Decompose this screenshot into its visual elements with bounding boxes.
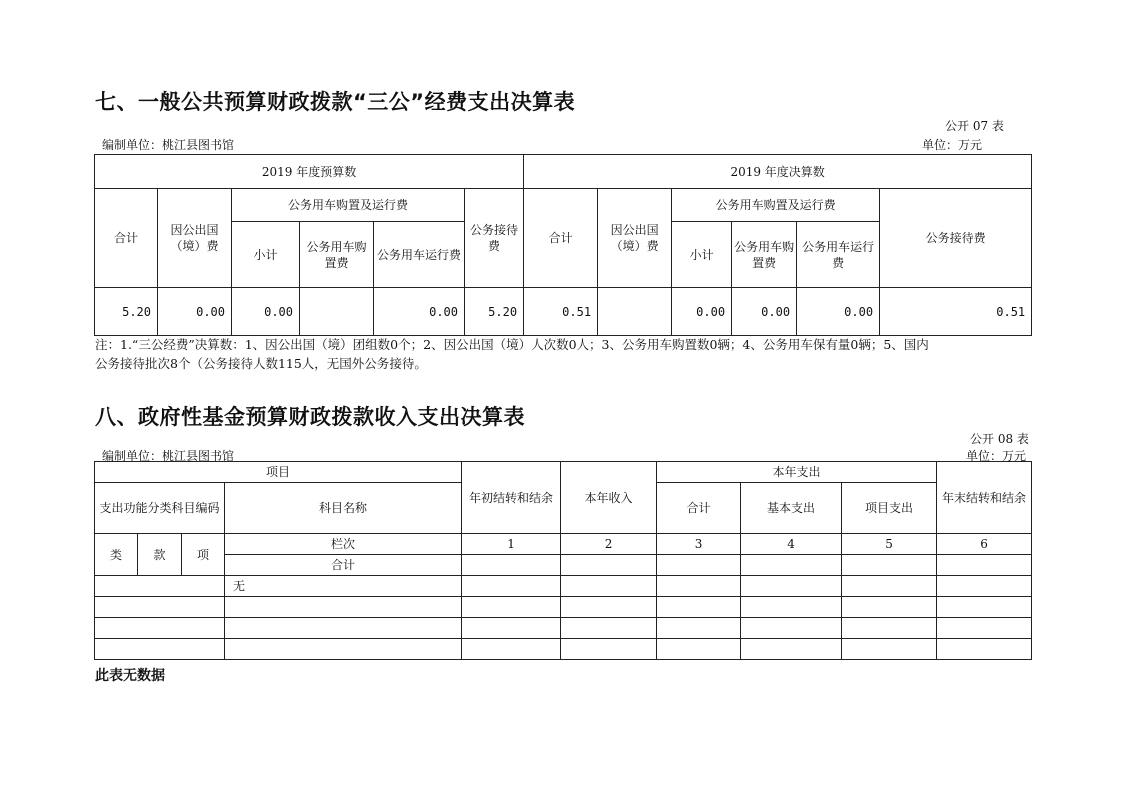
table-row [95,597,1032,618]
budget-subtotal-value: 0.00 [232,288,300,336]
budget-operation-header: 公务用车运行费 [374,222,465,288]
section8-form-no: 公开 08 表 [970,432,1029,446]
col-index-4: 4 [741,534,842,555]
section7-unit-org: 编制单位：桃江县图书馆 [102,138,235,152]
data-cell [462,576,561,597]
budget-purchase-value [300,288,374,336]
government-fund-table [94,461,1032,660]
col-index-3: 3 [657,534,741,555]
data-cell [225,597,462,618]
expense-basic-header: 基本支出 [741,483,842,534]
data-cell [561,639,657,660]
total-cell [462,555,561,576]
total-cell [741,555,842,576]
data-cell [937,618,1032,639]
total-cell [561,555,657,576]
actual-operation-header: 公务用车运行费 [797,222,880,288]
budget-abroad-header: 因公出国（境）费 [158,189,232,288]
data-cell [561,618,657,639]
first-row-name: 无 [225,576,462,597]
section7-title: 七、一般公共预算财政拨款“三公”经费支出决算表 [95,90,576,114]
budget-vehicle-group-header: 公务用车购置及运行费 [232,189,465,222]
three-public-expense-table [94,154,1032,336]
data-cell [741,618,842,639]
budget-abroad-value: 0.00 [158,288,232,336]
actual-total-header: 合计 [524,189,598,288]
section7-note-line1: 注：1.“三公经费”决算数：1、因公出国（境）团组数0个；2、因公出国（境）人次数0人；3、公务用车购置数0辆；4、公务用车保有量0辆；5、国内 [95,337,929,352]
actual-abroad-header: 因公出国（境）费 [598,189,672,288]
no-data-footer: 此表无数据 [95,668,165,684]
budget-reception-value: 5.20 [465,288,524,336]
table-row [95,639,1032,660]
actual-operation-value: 0.00 [797,288,880,336]
code-cell [95,576,225,597]
section8-title: 八、政府性基金预算财政拨款收入支出决算表 [95,405,525,429]
income-header: 本年收入 [561,462,657,534]
budget-subtotal-header: 小计 [232,222,300,288]
col-index-6: 6 [937,534,1032,555]
actual-purchase-header: 公务用车购置费 [732,222,797,288]
data-cell [225,618,462,639]
data-cell [462,639,561,660]
budget-operation-value: 0.00 [374,288,465,336]
data-cell [842,597,937,618]
data-cell [225,639,462,660]
data-cell [937,639,1032,660]
budget-total-header: 合计 [95,189,158,288]
budget-purchase-header: 公务用车购置费 [300,222,374,288]
col-index-2: 2 [561,534,657,555]
expense-project-header: 项目支出 [842,483,937,534]
actual-subtotal-header: 小计 [672,222,732,288]
data-cell [561,597,657,618]
closing-balance-header: 年末结转和结余 [937,462,1032,534]
col-index-1: 1 [462,534,561,555]
data-cell [741,576,842,597]
data-cell [842,576,937,597]
code-cell [95,618,225,639]
total-cell [657,555,741,576]
lei-header: 类 [95,534,138,576]
actual-group-header: 2019 年度决算数 [524,155,1032,189]
code-cell [95,597,225,618]
data-cell [462,597,561,618]
actual-reception-header: 公务接待费 [880,189,1032,288]
col-index-5: 5 [842,534,937,555]
function-code-header: 支出功能分类科目编码 [95,483,225,534]
table-row [95,288,1032,336]
budget-group-header: 2019 年度预算数 [95,155,524,189]
section7-note-line2: 公务接待批次8个（公务接待人数115人，无国外公务接待。 [95,356,427,371]
data-cell [741,597,842,618]
data-cell [741,639,842,660]
data-cell [657,618,741,639]
xiang-header: 项 [182,534,225,576]
data-cell [657,639,741,660]
data-cell [842,618,937,639]
actual-vehicle-group-header: 公务用车购置及运行费 [672,189,880,222]
expense-group-header: 本年支出 [657,462,937,483]
section8-unit-label: 单位：万元 [966,449,1027,463]
data-cell [657,597,741,618]
expense-total-header: 合计 [657,483,741,534]
actual-total-value: 0.51 [524,288,598,336]
data-cell [462,618,561,639]
total-row-label: 合计 [225,555,462,576]
section7-form-no: 公开 07 表 [945,119,1004,133]
table-row [95,618,1032,639]
budget-reception-header: 公务接待费 [465,189,524,288]
actual-purchase-value: 0.00 [732,288,797,336]
actual-abroad-value [598,288,672,336]
kuan-header: 款 [138,534,182,576]
opening-balance-header: 年初结转和结余 [462,462,561,534]
budget-total-value: 5.20 [95,288,158,336]
code-cell [95,639,225,660]
table-row [95,576,1032,597]
actual-reception-value: 0.51 [880,288,1032,336]
total-cell [842,555,937,576]
item-header: 项目 [95,462,462,483]
subject-name-header: 科目名称 [225,483,462,534]
total-cell [937,555,1032,576]
lanci-label: 栏次 [225,534,462,555]
section8-unit-org: 编制单位：桃江县图书馆 [102,449,235,463]
data-cell [561,576,657,597]
data-cell [657,576,741,597]
data-cell [937,597,1032,618]
data-cell [937,576,1032,597]
data-cell [842,639,937,660]
section7-unit-label: 单位：万元 [922,138,983,152]
actual-subtotal-value: 0.00 [672,288,732,336]
